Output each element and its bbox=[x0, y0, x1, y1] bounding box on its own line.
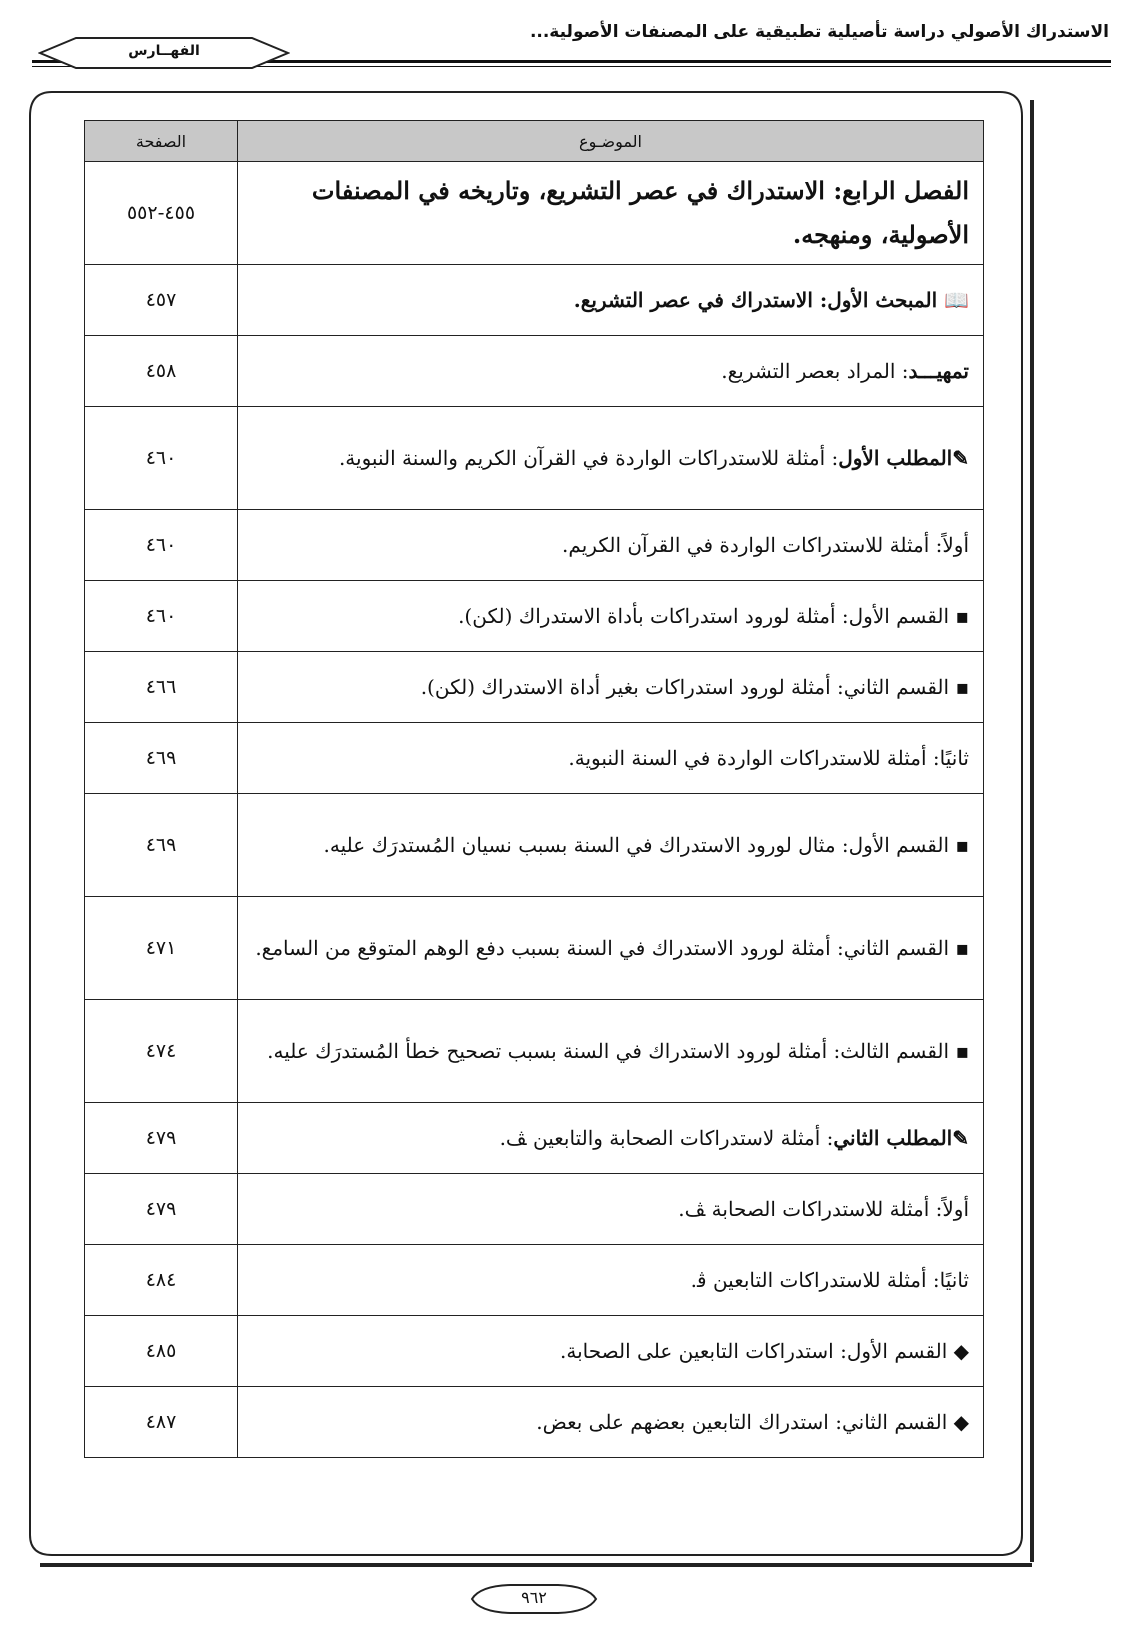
page-number-badge bbox=[470, 1582, 598, 1616]
table-row bbox=[85, 1103, 984, 1174]
topic-cell bbox=[238, 1103, 984, 1174]
table-row bbox=[85, 1000, 984, 1103]
topic-lead: تمهيـــد bbox=[908, 359, 969, 383]
page-ref: ٤٧٩ bbox=[85, 1103, 238, 1174]
page-ref: ٤٥٨ bbox=[85, 336, 238, 407]
page-ref: ٤٦٩ bbox=[85, 723, 238, 794]
topic-text: ▪ القسم الأول: مثال لورود الاستدراك في السنة بسبب نسيان المُستدرَك عليه. bbox=[238, 794, 984, 897]
topic-text: ◆ القسم الثاني: استدراك التابعين بعضهم على بعض. bbox=[238, 1387, 984, 1458]
topic-lead: ✎المطلب الأول bbox=[838, 446, 969, 470]
page-ref: ٤٥٧ bbox=[85, 265, 238, 336]
table-row bbox=[85, 510, 984, 581]
topic-text: ثانيًا: أمثلة للاستدراكات التابعين ﭬ. bbox=[238, 1245, 984, 1316]
page-number: ٩٦٢ bbox=[521, 1588, 547, 1607]
page-ref: ٤٧١ bbox=[85, 897, 238, 1000]
topic-text: أولاً: أمثلة للاستدراكات الواردة في القرآن الكريم. bbox=[238, 510, 984, 581]
table-row bbox=[85, 723, 984, 794]
section-tab bbox=[38, 36, 290, 70]
table-row bbox=[85, 336, 984, 407]
table-row bbox=[85, 162, 984, 265]
section-label: الفهــارس bbox=[128, 43, 200, 59]
page-ref: ٤٦٠ bbox=[85, 510, 238, 581]
header-page: الصفحة bbox=[85, 121, 238, 162]
topic-lead: ✎المطلب الثاني bbox=[833, 1126, 969, 1150]
page-ref: ٤٦٦ bbox=[85, 652, 238, 723]
page-ref: ٤٦٠ bbox=[85, 407, 238, 510]
topic-text: ▪ القسم الثاني: أمثلة لورود استدراكات بغير أداة الاستدراك (لكن). bbox=[238, 652, 984, 723]
table-row bbox=[85, 794, 984, 897]
table-row bbox=[85, 897, 984, 1000]
table-row bbox=[85, 1387, 984, 1458]
table-row bbox=[85, 265, 984, 336]
table-row bbox=[85, 652, 984, 723]
page-ref: ٤٨٧ bbox=[85, 1387, 238, 1458]
topic-text: ▪ القسم الثالث: أمثلة لورود الاستدراك في السنة بسبب تصحيح خطأ المُستدرَك عليه. bbox=[238, 1000, 984, 1103]
page-ref: ٤٨٥ bbox=[85, 1316, 238, 1387]
running-title: الاستدراك الأصولي دراسة تأصيلية تطبيقية على المصنفات الأصولية... bbox=[529, 22, 1109, 42]
header-topic: الموضـوع bbox=[238, 121, 984, 162]
page-ref: ٤٨٤ bbox=[85, 1245, 238, 1316]
topic-text: : أمثلة للاستدراكات الواردة في القرآن الكريم والسنة النبوية. bbox=[338, 446, 839, 470]
table-row bbox=[85, 1245, 984, 1316]
topic-text: 📖 المبحث الأول: الاستدراك في عصر التشريع. bbox=[238, 265, 984, 336]
page-ref: ٤٥٥-٥٥٢ bbox=[85, 162, 238, 265]
page-ref: ٤٧٤ bbox=[85, 1000, 238, 1103]
page-ref: ٤٦٠ bbox=[85, 581, 238, 652]
topic-text: ▪ القسم الثاني: أمثلة لورود الاستدراك في السنة بسبب دفع الوهم المتوقع من السامع. bbox=[238, 897, 984, 1000]
page-ref: ٤٦٩ bbox=[85, 794, 238, 897]
topic-text: : المراد بعصر التشريع. bbox=[721, 359, 909, 383]
topic-cell bbox=[238, 407, 984, 510]
table-row bbox=[85, 1174, 984, 1245]
contents-table bbox=[84, 120, 984, 1458]
topic-text: ◆ القسم الأول: استدراكات التابعين على الصحابة. bbox=[238, 1316, 984, 1387]
topic-text: أولاً: أمثلة للاستدراكات الصحابة ﭫ. bbox=[238, 1174, 984, 1245]
topic-text: ▪ القسم الأول: أمثلة لورود استدراكات بأداة الاستدراك (لكن). bbox=[238, 581, 984, 652]
page-ref: ٤٧٩ bbox=[85, 1174, 238, 1245]
table-row bbox=[85, 407, 984, 510]
chapter-title: الفصل الرابع: الاستدراك في عصر التشريع، وتاريخه في المصنفات الأصولية، ومنهجه. bbox=[238, 162, 984, 265]
table-row bbox=[85, 1316, 984, 1387]
table-row bbox=[85, 581, 984, 652]
topic-text: : أمثلة لاستدراكات الصحابة والتابعين ﭫ. bbox=[499, 1126, 834, 1150]
topic-text: ثانيًا: أمثلة للاستدراكات الواردة في السنة النبوية. bbox=[238, 723, 984, 794]
topic-cell bbox=[238, 336, 984, 407]
